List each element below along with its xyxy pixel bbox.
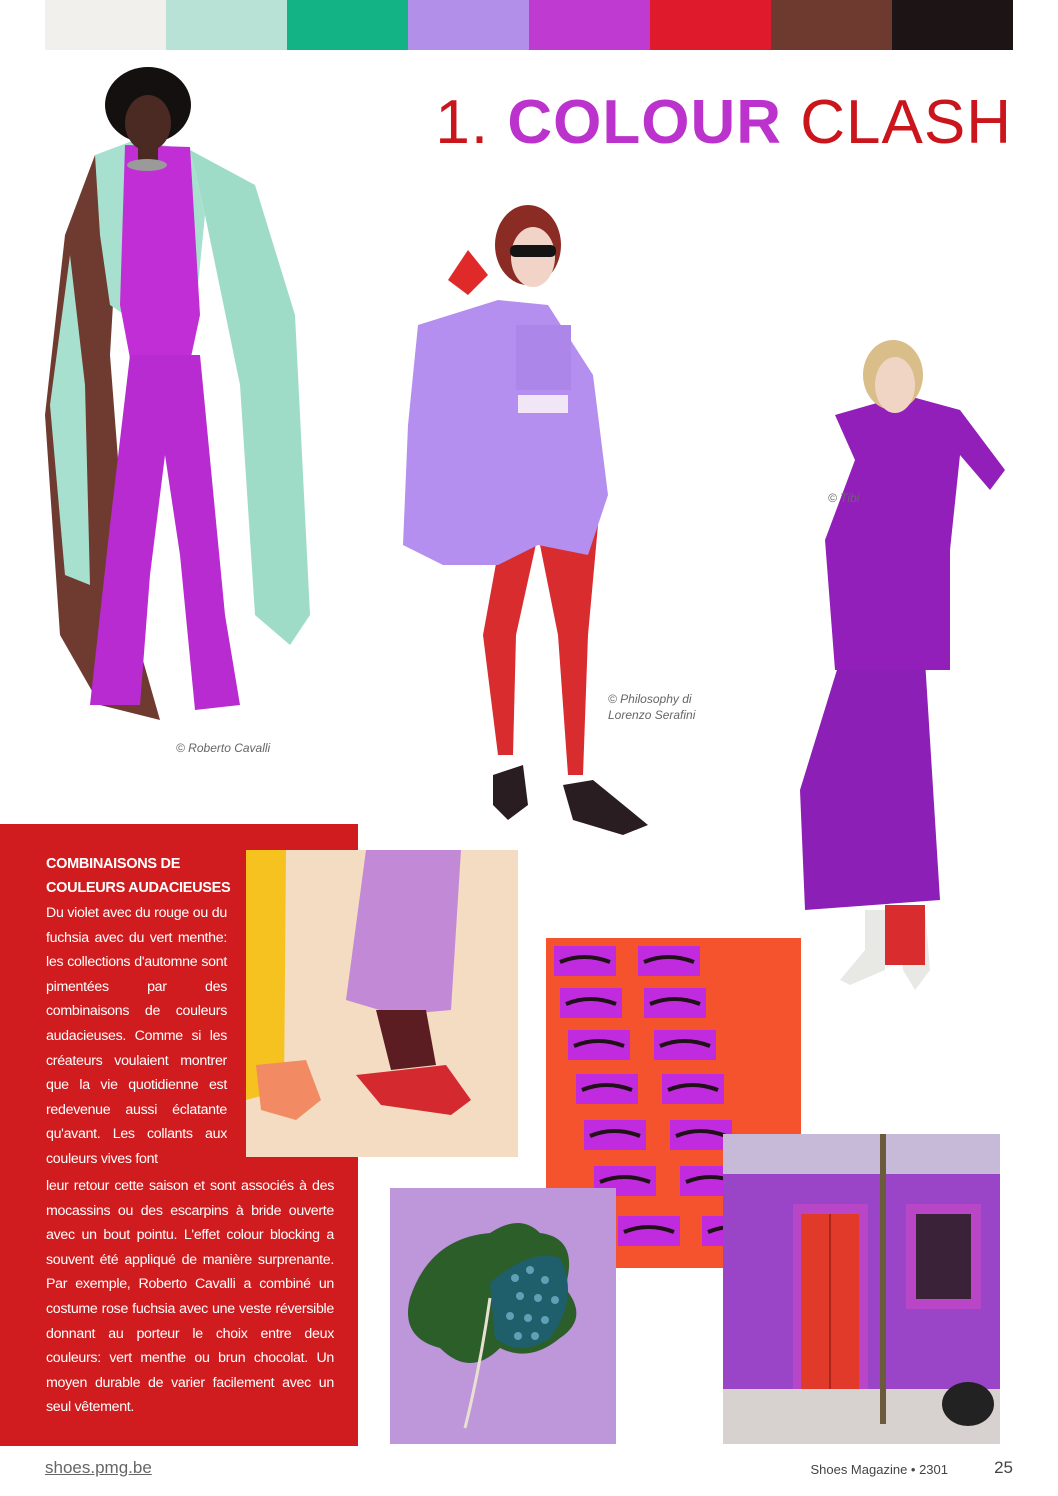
article-heading: COMBINAISONS DE COULEURS AUDACIEUSES: [46, 856, 231, 896]
photo-shoes-closeup: [246, 850, 518, 1157]
photo-model-tibi: [785, 340, 1010, 1020]
photo-leaf: [390, 1188, 616, 1444]
credit-philosophy-line1: © Philosophy di: [608, 692, 692, 706]
swatch-brown: [771, 0, 892, 50]
article-body-part2: leur retour cette saison et sont associés à des mocassins ou des escarpins à bride ouverte avec un bout pointu. L'effet colour blocking a souvent été appliqué de manière surprenante. Par exemple, Roberto Cavalli a combiné un costume rose fuchsia avec une veste réversible donnant au porteur le choix entre deux couleurs: vert menthe ou brun chocolat. Un moyen durable de varier facilement avec un seul vêtement.: [46, 1178, 334, 1416]
photo-model-cavalli: [40, 55, 315, 730]
credit-philosophy-line2: Lorenzo Serafini: [608, 708, 696, 722]
credit-philosophy: [608, 691, 695, 723]
title-number: 1.: [435, 88, 490, 157]
title-light-word: CLASH: [800, 88, 1012, 157]
swatch-fuchsia: [529, 0, 650, 50]
swatch-red: [650, 0, 771, 50]
article-body-part1: Du violet avec du rouge ou du fuchsia avec du vert menthe: les collections d'automne sont pimentées par des combinaisons de couleurs audacieuses. Comme si les créateurs voulaient montrer que la vie quotidienne est redevenue aussi éclatante qu'avant. Les collants aux couleurs vives font: [46, 905, 227, 1167]
swatch-offwhite: [45, 0, 166, 50]
swatch-lavender: [408, 0, 529, 50]
swatch-mint: [166, 0, 287, 50]
photo-model-philosophy: [398, 195, 660, 835]
credit-tibi: © Tibi: [828, 491, 860, 505]
magazine-issue: Shoes Magazine • 2301: [810, 1462, 948, 1477]
swatch-green: [287, 0, 408, 50]
credit-cavalli: © Roberto Cavalli: [176, 741, 271, 755]
photo-purple-facade: [723, 1134, 1000, 1444]
page-number: 25: [994, 1458, 1013, 1477]
title-bold-word: COLOUR: [507, 88, 783, 157]
website-link[interactable]: shoes.pmg.be: [45, 1458, 152, 1477]
swatch-black: [892, 0, 1013, 50]
page-title: [435, 88, 1012, 157]
colour-palette: [45, 0, 1013, 50]
